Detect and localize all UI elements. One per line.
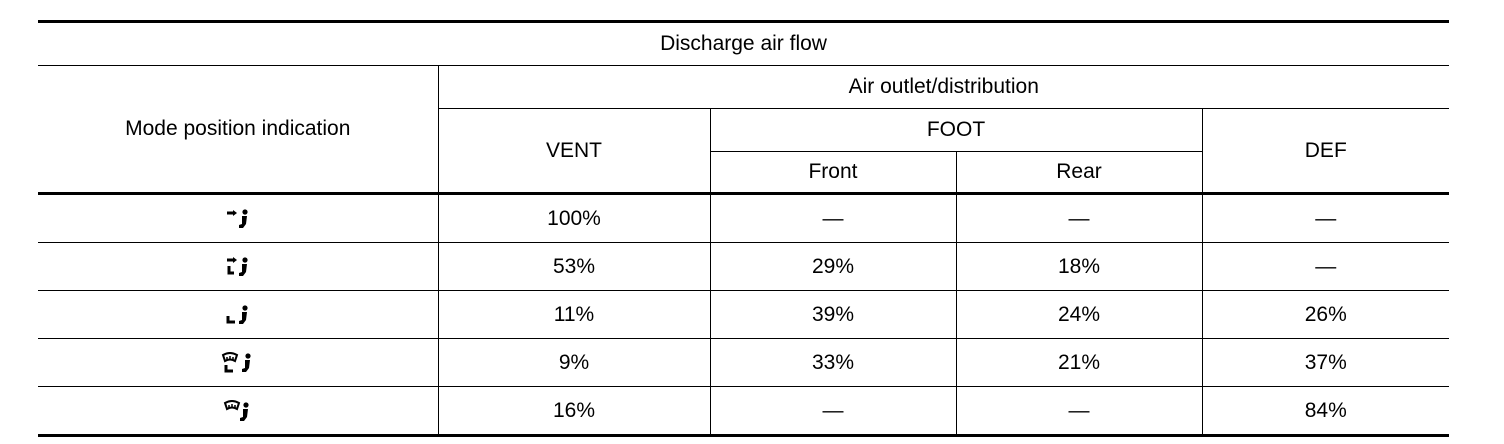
def-value: — [1202,243,1449,291]
def-value: 26% [1202,291,1449,339]
air-outlet-header: Air outlet/distribution [438,66,1449,109]
table-row [38,339,1449,387]
vent-value: 9% [438,339,710,387]
airflow-table-container [38,20,1449,437]
mode-position-header: Mode position indication [38,66,438,194]
def-value: 37% [1202,339,1449,387]
vent-column-header: VENT [438,109,710,194]
bi-level-mode-icon [38,243,438,291]
foot-column-header: FOOT [710,109,1202,152]
discharge-air-flow-table [38,20,1449,437]
foot-rear-value: — [956,387,1202,436]
vent-mode-icon [38,194,438,243]
foot-rear-value: — [956,194,1202,243]
table-row [38,387,1449,436]
foot-rear-value: 21% [956,339,1202,387]
table-row [38,194,1449,243]
foot-def-mode-icon [38,339,438,387]
table-title: Discharge air flow [38,22,1449,66]
foot-front-value: 29% [710,243,956,291]
table-row [38,243,1449,291]
vent-value: 11% [438,291,710,339]
foot-front-value: 33% [710,339,956,387]
def-mode-icon [38,387,438,436]
def-column-header: DEF [1202,109,1449,194]
vent-value: 53% [438,243,710,291]
foot-rear-value: 18% [956,243,1202,291]
table-row [38,291,1449,339]
foot-mode-icon [38,291,438,339]
foot-front-value: — [710,387,956,436]
foot-rear-value: 24% [956,291,1202,339]
vent-value: 100% [438,194,710,243]
def-value: — [1202,194,1449,243]
foot-front-value: — [710,194,956,243]
vent-value: 16% [438,387,710,436]
front-column-header: Front [710,152,956,194]
def-value: 84% [1202,387,1449,436]
foot-front-value: 39% [710,291,956,339]
rear-column-header: Rear [956,152,1202,194]
